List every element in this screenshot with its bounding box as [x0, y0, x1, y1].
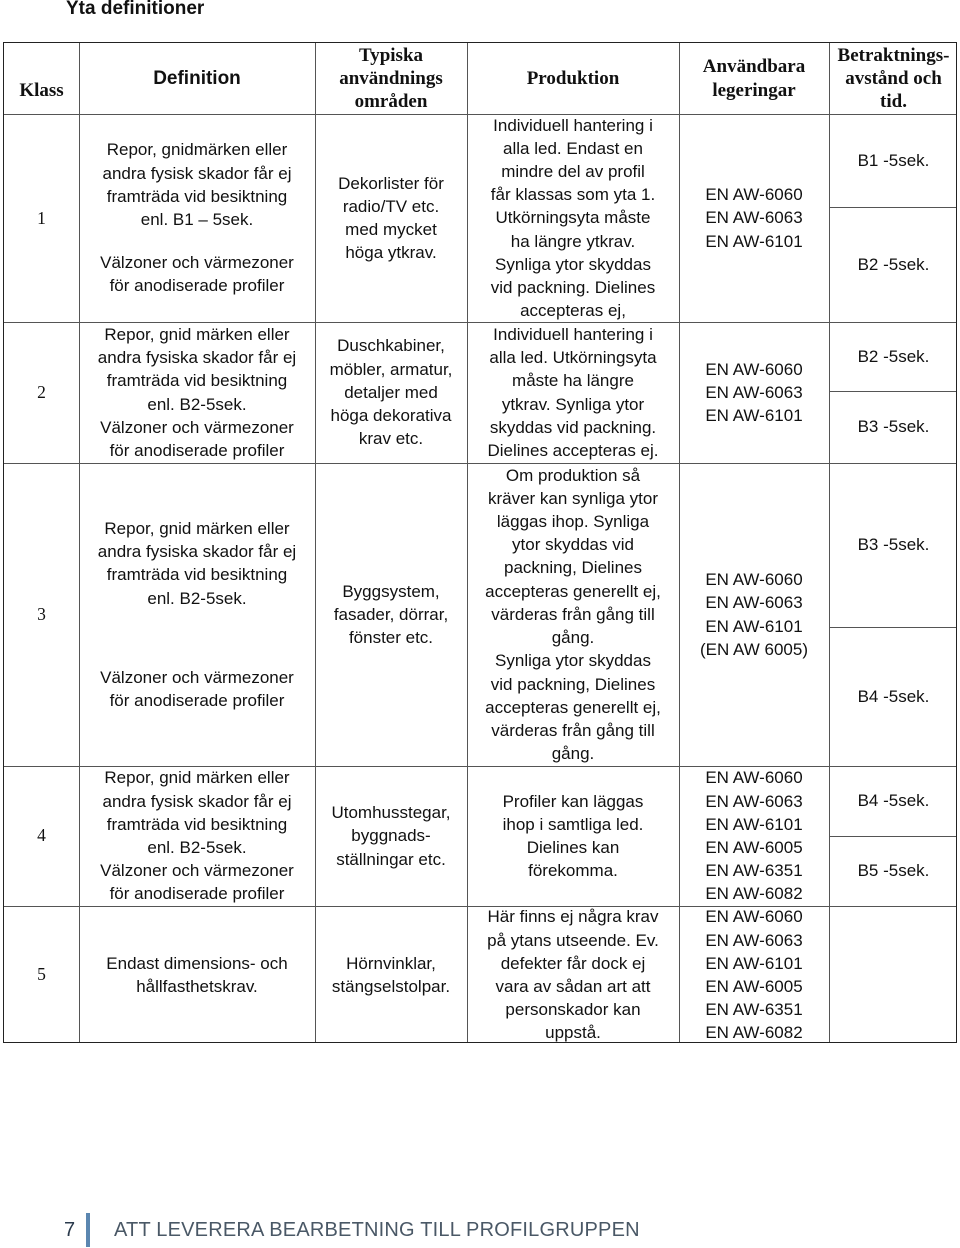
definition-1: Repor, gnidmärken eller andra fysisk skador får ej framträda vid besiktning enl. B1 – 5sek. Välzoner och värmezoner för anodiserade profiler: [100, 140, 294, 296]
definition-2: Repor, gnid märken eller andra fysiska skador får ej framträda vid besiktning enl. B2-5sek. Välzoner och värmezoner för anodiserade profiler: [97, 324, 297, 460]
header-produktion: Produktion: [526, 67, 620, 89]
omraden-4: Utomhusstegar, byggnads- ställningar etc.: [331, 803, 451, 869]
produktion-5: Här finns ej några krav på ytans utseende. Ev. defekter får dock ej vara av sådan art att personskador kan uppstå.: [487, 907, 659, 1043]
omraden-5: Hörnvinklar, stängselstolpar.: [331, 953, 451, 996]
avstand-1a: B1 -5sek.: [857, 150, 930, 170]
page-footer: [64, 1212, 640, 1248]
header-legeringar: Användbara legeringar: [702, 56, 806, 101]
produktion-3: Om produktion så kräver kan synliga ytor läggas ihop. Synliga ytor skyddas vid packning, Dielines accepteras generellt ej, värderas från gång till gång. Synliga ytor skyddas vid packning, Dielines accepteras generellt ej, värderas från gång till gång.: [485, 465, 661, 764]
klass-4: 4: [37, 825, 46, 846]
klass-3: 3: [37, 603, 46, 624]
klass-5: 5: [37, 964, 46, 985]
avstand-4b: B5 -5sek.: [857, 861, 930, 881]
klass-2: 2: [37, 381, 46, 402]
definition-3: Repor, gnid märken eller andra fysiska skador får ej framträda vid besiktning enl. B2-5sek. Välzoner och värmezoner för anodiserade profiler: [97, 518, 297, 710]
produktion-1: Individuell hantering i alla led. Endast en mindre del av profil får klassas som yta 1. Utkörningsyta måste ha längre ytkrav. Synliga ytor skyddas vid packning. Dielines accepteras ej,: [490, 115, 656, 321]
header-definition: Definition: [153, 67, 241, 89]
omraden-2: Duschkabiner, möbler, armatur, detaljer med höga dekorativa krav etc.: [329, 336, 453, 449]
definition-5: Endast dimensions- och hållfasthetskrav.: [106, 953, 288, 996]
avstand-2b: B3 -5sek.: [857, 417, 930, 437]
header-omraden: Typiska användnings områden: [339, 44, 443, 113]
omraden-3: Byggsystem, fasader, dörrar, fönster etc.: [333, 581, 449, 648]
page-title: Yta definitioner: [66, 0, 205, 19]
avstand-1b: B2 -5sek.: [857, 254, 930, 274]
header-klass: Klass: [19, 80, 64, 102]
produktion-4: Profiler kan läggas ihop i samtliga led. Dielines kan förekomma.: [502, 791, 644, 881]
avstand-4a: B4 -5sek.: [857, 791, 930, 811]
surface-definitions-table: [3, 42, 957, 1043]
legeringar-1: EN AW-6060 EN AW-6063 EN AW-6101: [705, 185, 803, 251]
header-avstand: Betraktnings- avstånd och tid.: [837, 44, 950, 113]
produktion-2: Individuell hantering i alla led. Utkörningsyta måste ha längre ytkrav. Synliga ytor skyddas vid packning. Dielines accepteras ej.: [487, 324, 659, 460]
footer-divider: [86, 1213, 90, 1247]
legeringar-3: EN AW-6060 EN AW-6063 EN AW-6101 (EN AW 6005): [699, 570, 809, 659]
page-number: 7: [64, 1218, 76, 1241]
legeringar-2: EN AW-6060 EN AW-6063 EN AW-6101: [705, 359, 803, 426]
legeringar-4: EN AW-6060 EN AW-6063 EN AW-6101 EN AW-6005 EN AW-6351 EN AW-6082: [705, 768, 803, 904]
omraden-1: Dekorlister för radio/TV etc. med mycket höga ytkrav.: [338, 173, 444, 263]
klass-1: 1: [37, 208, 46, 229]
avstand-2a: B2 -5sek.: [857, 346, 930, 366]
avstand-3b: B4 -5sek.: [857, 686, 930, 706]
definition-4: Repor, gnid märken eller andra fysisk skador får ej framträda vid besiktning enl. B2-5sek. Välzoner och värmezoner för anodiserade profiler: [100, 768, 294, 904]
avstand-3a: B3 -5sek.: [857, 535, 930, 555]
footer-text: ATT LEVERERA BEARBETNING TILL PROFILGRUPPEN: [114, 1218, 640, 1241]
legeringar-5: EN AW-6060 EN AW-6063 EN AW-6101 EN AW-6005 EN AW-6351 EN AW-6082: [705, 907, 803, 1043]
